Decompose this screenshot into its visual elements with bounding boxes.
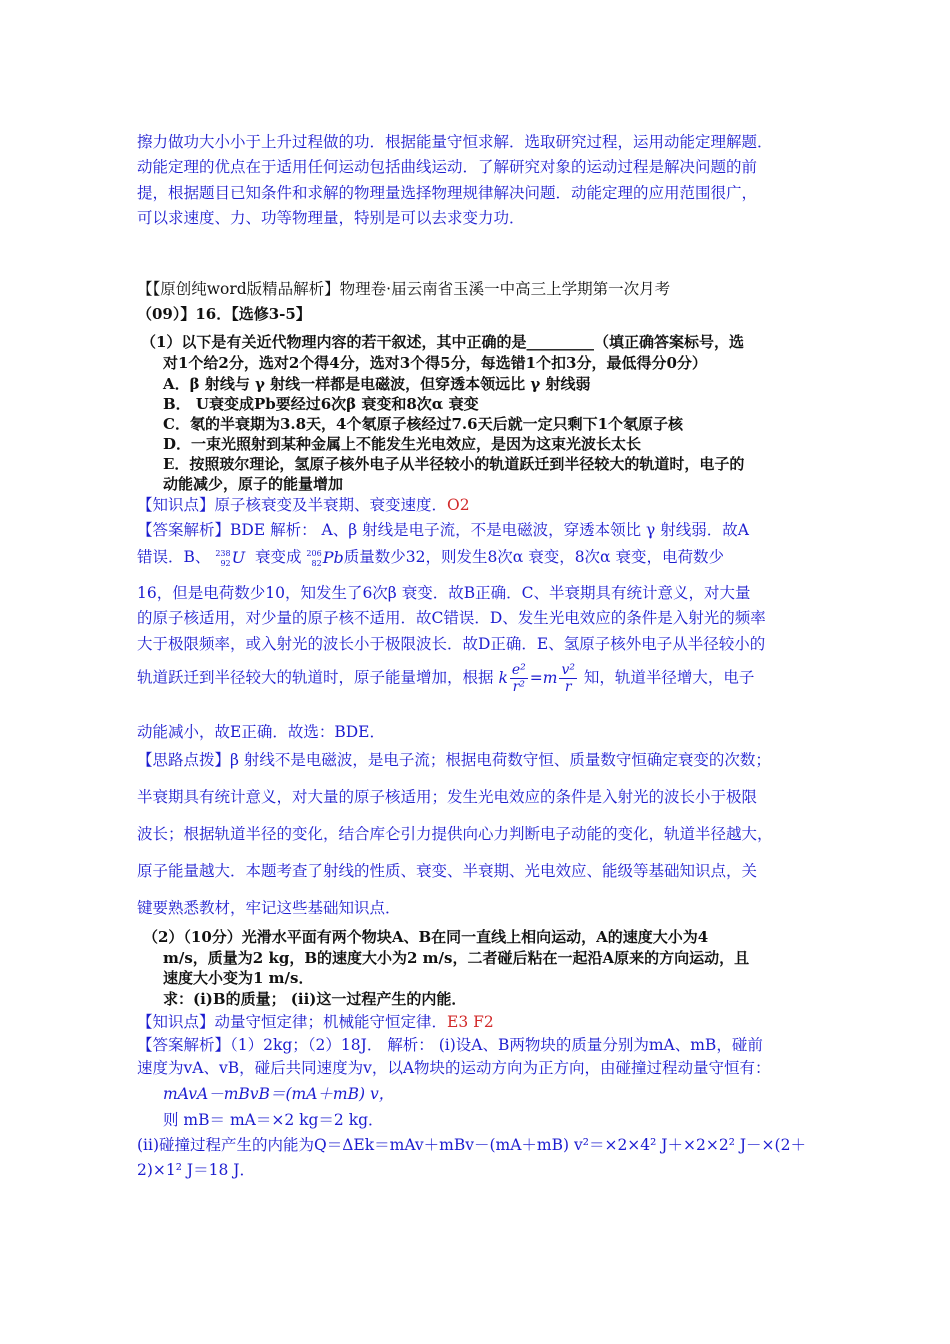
knowledge-text: 动量守恒定律；机械能守恒定律． (214, 1013, 448, 1031)
element-symbol: U (231, 547, 246, 567)
answer-text: 衰变成 (254, 548, 302, 566)
q1-answer-line-3: 16，但是电荷数少10，知发生了6次β 衰变．故B正确．C、半衰期具有统计意义，对大量 (137, 584, 751, 602)
q1-answer-line-5: 大于极限频率，或入射光的波长小于极限波长．故D正确．E、氢原子核外电子从半径较小的 (137, 635, 766, 653)
answer-label: 【答案解析】 (137, 1036, 231, 1054)
q1-option-e-cont: 动能减少，原子的能量增加 (163, 475, 344, 493)
denominator: r² (512, 679, 525, 695)
q2-answer-line-2: 速度为vA、vB，碰后共同速度为v，以A物块的运动方向为正方向，由碰撞过程动量守恒有： (137, 1059, 771, 1077)
q1-option-c: C．氡的半衰期为3.8天，4个氡原子核经过7.6天后就一定只剩下1个氡原子核 (163, 415, 684, 433)
tip-text: β 射线不是电磁波，是电子流；根据电荷数守恒、质量数守恒确定衰变的次数； (230, 751, 771, 769)
q1-answer-line-4: 的原子核适用，对少量的原子核不适用．故C错误．D、发生光电效应的条件是入射光的频率 (137, 609, 766, 627)
q1-tip-line-3: 波长；根据轨道半径的变化，结合库仑引力提供向心力判断电子动能的变化，轨道半径越大， (137, 825, 773, 843)
answer-label: 【答案解析】 (137, 521, 231, 539)
q1-answer-line-2 (137, 545, 724, 569)
q2-stem-line-2: m/s，质量为2 kg，B的速度大小为2 m/s，二者碰后粘在一起沿A原来的方向运动，且 (163, 949, 750, 967)
q1-tip-line-1 (137, 748, 771, 770)
fraction-e2-r2 (510, 662, 528, 695)
denominator: r (564, 679, 572, 695)
q1-tip-line-5: 键要熟悉教材，牢记这些基础知识点． (137, 899, 401, 917)
answer-text: （1）2kg；（2）18J． 解析： (i)设A、B两物块的质量分别为mA、mB，碰前 (230, 1036, 763, 1054)
q1-stem-line-1: （1）以下是有关近代物理内容的若干叙述，其中正确的是_________（填正确答案标号，选 (141, 333, 744, 351)
q1-answer-line-6 (137, 662, 754, 695)
intro-line-3: 提，根据题目已知条件和求解的物理量选择物理规律解决问题．动能定理的应用范围很广， (137, 184, 758, 202)
knowledge-code: E3 F2 (447, 1013, 494, 1031)
formula-eq: =m (529, 668, 558, 687)
q1-knowledge-line (137, 493, 470, 515)
q2-stem-line-4: 求：(i)B的质量； (ii)这一过程产生的内能． (163, 990, 467, 1008)
answer-text: 质量数少32，则发生8次α 衰变，8次α 衰变，电荷数少 (343, 548, 724, 566)
q1-option-d: D．一束光照射到某种金属上不能发生光电效应，是因为这束光波长太长 (163, 435, 642, 453)
atomic-number: 82 (311, 558, 322, 568)
knowledge-text: 原子核衰变及半衰期、衰变速度． (214, 496, 448, 514)
uranium-isotope (215, 548, 245, 569)
q1-option-a: A．β 射线与 γ 射线一样都是电磁波，但穿透本领远比 γ 射线弱 (163, 375, 591, 393)
mass-number: 206 (306, 548, 322, 558)
coulomb-formula (498, 662, 583, 695)
q2-answer-line-6: 2)×1² J＝18 J． (137, 1161, 255, 1179)
knowledge-code: O2 (447, 496, 470, 514)
mass-number: 238 (215, 548, 231, 558)
elective-tag: 【选修3-5】 (231, 305, 311, 323)
q2-mass-result: 则 mB＝ mA＝×2 kg＝2 kg． (163, 1111, 384, 1129)
q1-tip-line-2: 半衰期具有统计意义，对大量的原子核适用；发生光电效应的条件是入射光的波长小于极限 (137, 788, 758, 806)
q2-stem-line-1: （2）（10分）光滑水平面有两个物块A、B在同一直线上相向运动，A的速度大小为4 (143, 928, 709, 946)
lead-isotope (306, 548, 343, 569)
q2-knowledge-line (137, 1010, 494, 1032)
q1-answer-line-1 (137, 518, 749, 540)
answer-text: 轨道跃迁到半径较大的轨道时，原子能量增加，根据 (137, 668, 494, 687)
problem-source-header: 【【原创纯word版精品解析】物理卷·届云南省玉溪一中高三上学期第一次月考 (137, 280, 671, 298)
answer-text: 错误．B、 (137, 548, 211, 566)
intro-line-1: 擦力做功大小小于上升过程做的功．根据能量守恒求解．选取研究过程，运用动能定理解题． (137, 133, 773, 151)
element-symbol: Pb (322, 547, 344, 567)
intro-line-2: 动能定理的优点在于适用任何运动包括曲线运动．了解研究对象的运动过程是解决问题的前 (137, 158, 758, 176)
knowledge-label: 【知识点】 (137, 496, 215, 514)
q2-momentum-equation: mAvA－mBvB＝(mA＋mB) v， (163, 1085, 395, 1103)
atomic-number: 92 (220, 558, 231, 568)
problem-number-line (137, 303, 311, 324)
q1-option-e: E．按照玻尔理论，氢原子核外电子从半径较小的轨道跃迁到半径较大的轨道时，电子的 (163, 455, 745, 473)
fraction-v2-r (559, 662, 577, 695)
q1-answer-line-7: 动能减小，故E正确．故选：BDE． (137, 723, 385, 741)
tip-label: 【思路点拨】 (137, 751, 231, 769)
q1-option-b: B． U衰变成Pb要经过6次β 衰变和8次α 衰变 (163, 395, 479, 413)
knowledge-label: 【知识点】 (137, 1013, 215, 1031)
numerator: v² (561, 662, 575, 678)
answer-text: 知，轨道半径增大，电子 (583, 668, 755, 687)
answer-text: BDE 解析： A、β 射线是电子流，不是电磁波，穿透本领比 γ 射线弱．故A (230, 521, 749, 539)
problem-number: （09）】16． (137, 305, 232, 323)
q1-tip-line-4: 原子能量越大．本题考查了射线的性质、衰变、半衰期、光电效应、能级等基础知识点，关 (137, 862, 758, 880)
q2-stem-line-3: 速度大小变为1 m/s． (163, 969, 314, 987)
q2-answer-line-5: (ii)碰撞过程产生的内能为Q＝ΔEk＝mAv＋mBv－(mA＋mB) v²＝×2×4² J＋×2×2² J－×(2＋ (137, 1136, 806, 1154)
numerator: e² (511, 662, 526, 678)
q2-answer-line-1 (137, 1033, 763, 1055)
formula-k: k (498, 668, 508, 687)
q1-stem-line-2: 对1个给2分，选对2个得4分，选对3个得5分，每选错1个扣3分，最低得分0分） (163, 354, 707, 372)
intro-line-4: 可以求速度、力、功等物理量，特别是可以去求变力功． (137, 209, 525, 227)
